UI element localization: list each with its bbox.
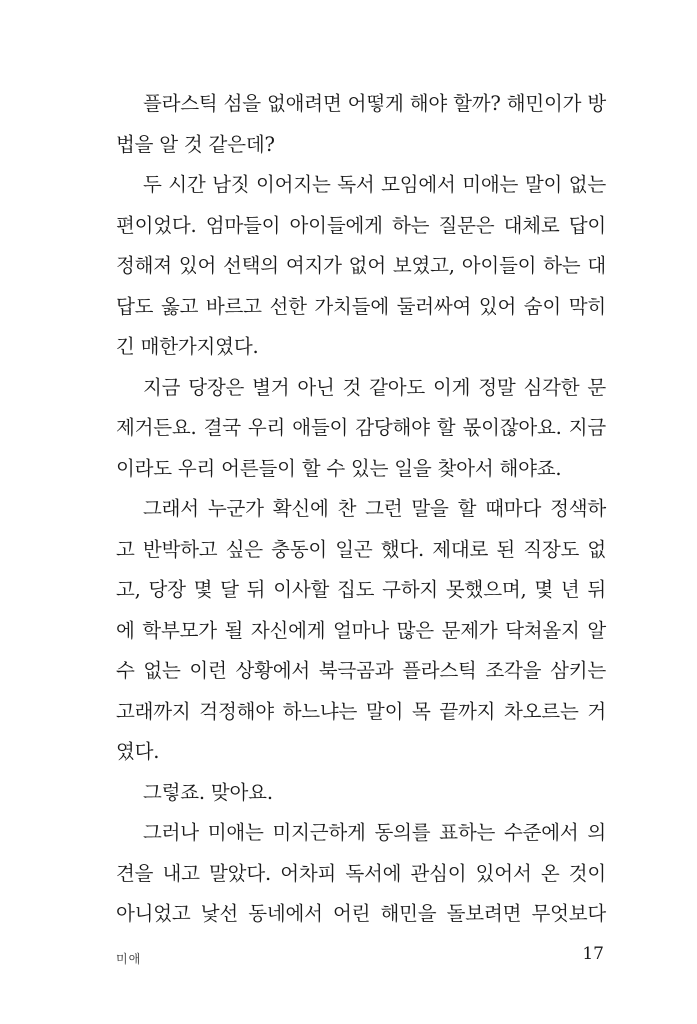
text-line: 제거든요. 결국 우리 애들이 감당해야 할 몫이잖아요. 지금 <box>116 416 606 439</box>
text-line: 두 시간 남짓 이어지는 독서 모임에서 미애는 말이 없는 <box>143 173 606 196</box>
text-line: 그러나 미애는 미지근하게 동의를 표하는 수준에서 의 <box>143 821 606 844</box>
text-line: 수 없는 이런 상황에서 북극곰과 플라스틱 조각을 삼키는 <box>116 659 606 682</box>
running-head: 미애 <box>116 952 142 966</box>
text-line: 아니었고 낯선 동네에서 어린 해민을 돌보려면 무엇보다 <box>116 902 606 925</box>
body-text <box>116 84 606 935</box>
text-line: 견을 내고 말았다. 어차피 독서에 관심이 있어서 온 것이 <box>116 861 606 885</box>
text-line: 였다. <box>116 740 160 763</box>
text-line: 플라스틱 섬을 없애려면 어떻게 해야 할까? 해민이가 방 <box>143 92 606 115</box>
text-line: 긴 매한가지였다. <box>116 335 259 358</box>
text-line: 법을 알 것 같은데? <box>116 132 275 156</box>
text-line: 이라도 우리 어른들이 할 수 있는 일을 찾아서 해야죠. <box>116 456 562 480</box>
text-line: 에 학부모가 될 자신에게 얼마나 많은 문제가 닥쳐올지 알 <box>116 618 606 642</box>
text-line: 정해져 있어 선택의 여지가 없어 보였고, 아이들이 하는 대 <box>116 254 606 277</box>
text-line: 편이었다. 엄마들이 아이들에게 하는 질문은 대체로 답이 <box>116 213 606 237</box>
text-line: 그래서 누군가 확신에 찬 그런 말을 할 때마다 정색하 <box>143 497 606 520</box>
text-line: 고, 당장 몇 달 뒤 이사할 집도 구하지 못했으며, 몇 년 뒤 <box>116 578 606 601</box>
text-line: 답도 옳고 바르고 선한 가치들에 둘러싸여 있어 숨이 막히 <box>116 294 606 318</box>
text-line: 지금 당장은 별거 아닌 것 같아도 이게 정말 심각한 문 <box>143 375 606 399</box>
text-line: 그렇죠. 맞아요. <box>143 780 273 804</box>
text-line: 고 반박하고 싶은 충동이 일곤 했다. 제대로 된 직장도 없 <box>116 537 606 561</box>
page-number: 17 <box>582 944 604 964</box>
text-line: 고래까지 걱정해야 하느냐는 말이 목 끝까지 차오르는 거 <box>116 699 606 723</box>
